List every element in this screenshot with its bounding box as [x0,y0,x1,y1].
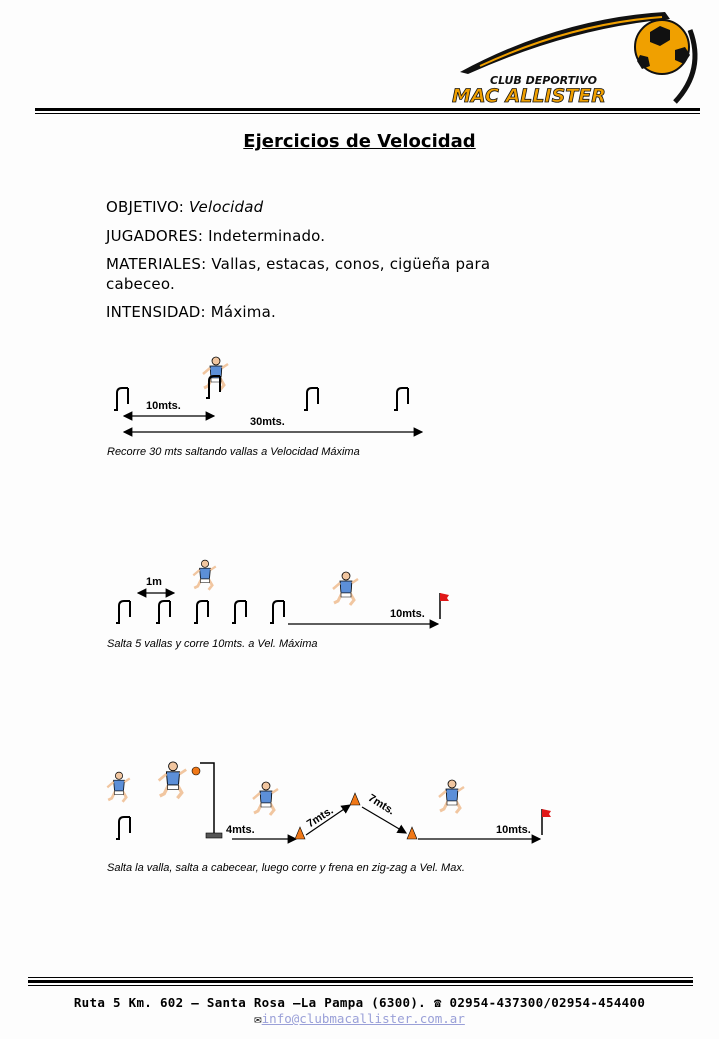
materials-value-cont: cabeceo. [106,275,175,293]
footer-email-line [0,1011,719,1026]
jumper-figure [193,560,216,590]
ball-icon [192,767,200,775]
phone-icon: ☎ [433,995,442,1010]
hurdle [232,601,246,623]
exercise3-diagram [0,755,719,855]
hurdle [394,388,408,410]
label-7m-b: 7mts. [365,792,397,818]
materials-label: MATERIALES: [106,255,207,273]
objective-line [106,198,263,216]
cone-icon [350,793,360,805]
label-10m: 10mts. [496,824,531,836]
hurdle [304,388,318,410]
label-4m: 4mts. [226,824,255,836]
hurdle [156,601,170,623]
label-1m: 1m [146,576,162,588]
footer-rule-thick [28,980,693,983]
club-logo [450,10,710,110]
exercise1-caption: Recorre 30 mts saltando vallas a Velocidad Máxima [107,446,360,458]
runner-figure [253,782,278,815]
hurdle [116,601,130,623]
exercise2-caption: Salta 5 vallas y corre 10mts. a Vel. Máxima [107,638,318,650]
label-30m: 30mts. [250,416,285,428]
hurdle [194,601,208,623]
exercise2-diagram [0,555,719,645]
footer-address-line [0,995,719,1010]
footer-email-link[interactable]: info@clubmacallister.com.ar [261,1011,465,1026]
players-line [106,227,325,245]
jumper-figure [107,772,130,802]
materials-value: Vallas, estacas, conos, cigüeña para [211,255,491,273]
envelope-icon: ✉ [254,1011,262,1026]
footer-phones: 02954-437300/02954-454400 [449,995,646,1010]
label-10m: 10mts. [390,608,425,620]
footer-address: Ruta 5 Km. 602 – Santa Rosa –La Pampa (6300). [73,995,427,1010]
runner-figure [439,780,464,813]
intensity-value: Máxima. [210,303,276,321]
page-title: Ejercicios de Velocidad [243,131,476,152]
logo-club-top: CLUB DEPORTIVO [490,74,597,87]
intensity-line [106,303,276,321]
objective-value: Velocidad [188,198,264,216]
players-label: JUGADORES: [106,227,204,245]
header-rule-thin [35,113,700,114]
label-10m: 10mts. [146,400,181,412]
flag-icon [542,809,551,835]
exercise3-caption: Salta la valla, salta a cabecear, luego corre y frena en zig-zag a Vel. Max. [107,862,465,874]
label-7m-a: 7mts. [304,804,336,831]
cone-icon [407,827,417,839]
players-value: Indeterminado. [208,227,326,245]
heading-post [200,763,222,838]
objective-label: OBJETIVO: [106,198,184,216]
materials-line-2 [106,275,175,293]
runner-figure [203,357,228,390]
logo-club-name: MAC ALLISTER [452,85,606,107]
materials-line [106,255,490,273]
hurdle [116,817,130,839]
cone-icon [295,827,305,839]
footer-rule-thin-2 [28,985,693,986]
header-rule-thick [35,108,700,111]
hurdle [114,388,128,410]
hurdle [270,601,284,623]
runner-figure [333,572,358,605]
header-figure [159,762,187,798]
flag-icon [440,593,449,619]
footer-rule-thin [28,977,693,978]
intensity-label: INTENSIDAD: [106,303,206,321]
